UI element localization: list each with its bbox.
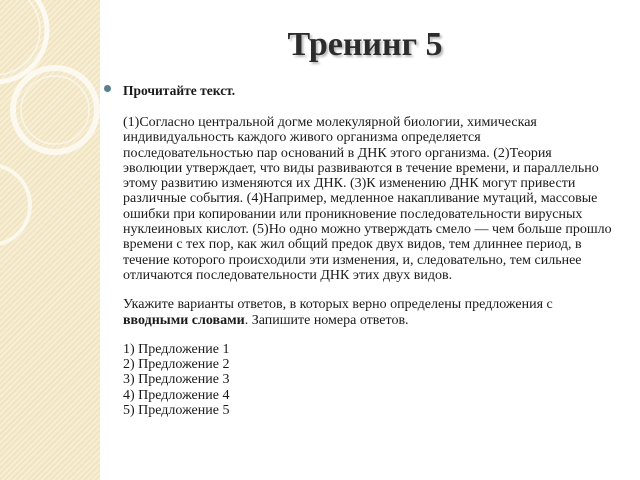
task-text [123, 297, 614, 328]
passage-text: (1)Согласно центральной догме молекулярной биологии, химическая индивидуальность каждого живого организма определяется последовательностью пар оснований в ДНК этого организма. (2)Теория эволюции утверждает, что виды развиваются в течение времени, и параллельно этому развитию изменяются их ДНК. (3)К изменению ДНК могут привести различные события. (4)Например, медленное накапливание мутаций, массовые ошибки при копировании или проникновение последовательности вирусных нуклеиновых кислот. (5)Но одно можно утверждать смело — чем больше прошло времени с тех пор, как жил общий предок двух видов, тем длиннее период, в течение которого происходили эти изменения, и, следовательно, тем сильнее отличаются последовательности ДНК этих двух видов. [123, 115, 612, 283]
bullet-dot-icon [104, 85, 111, 92]
slide-content [104, 82, 614, 418]
answer-option: 1) Предложение 1 [123, 341, 230, 357]
instruction-heading: Прочитайте текст. [123, 83, 236, 98]
decorative-circles [0, 0, 110, 300]
answer-option: 2) Предложение 2 [123, 357, 230, 373]
task-text-bold: вводными словами [123, 312, 245, 328]
bullet-item [104, 82, 614, 100]
answer-options [123, 342, 614, 418]
task-text-end: . Запишите номера ответов. [244, 312, 409, 328]
slide-title: Тренинг 5 [287, 26, 443, 63]
task-text-start: Укажите варианты ответов, в которых верно определены предложения с [123, 297, 553, 313]
answer-option: 3) Предложение 3 [123, 372, 230, 388]
body-block [104, 115, 614, 418]
answer-option: 4) Предложение 4 [123, 387, 230, 403]
answer-option: 5) Предложение 5 [123, 403, 230, 419]
